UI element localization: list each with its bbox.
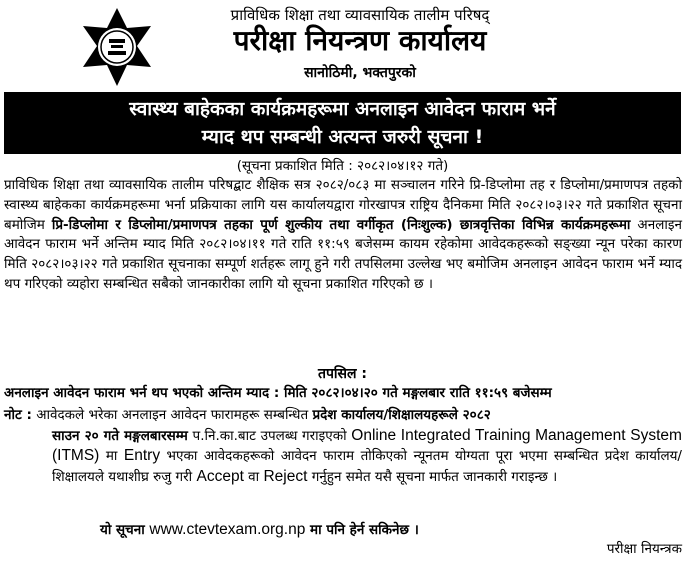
note-system-name: Online Integrated Training Management System (ITMS) [52, 426, 682, 465]
ctevt-emblem-icon [78, 6, 156, 88]
published-date: (सूचना प्रकाशित मिति : २०८२।०४।१२ गते) [236, 158, 449, 174]
signature-title: परीक्षा नियन्त्रक [606, 541, 682, 557]
office-location: सानोठिमी, भक्तपुरको [304, 65, 416, 81]
website-link[interactable]: www.ctevtexam.org.np [149, 521, 306, 538]
body-text-part2: अनलाइन आवेदन फाराम भर्ने अन्तिम म्याद मिति २०८२।०४।११ गते राति ११:५९ बजेसम्म कायम रहेकोमा आवेदकहरूको सङ्ख्या न्यून परेका कारण मिति २०८२।०३।२२ गते प्रकाशित सूचनाका सम्पूर्ण शर्तहरू लागू हुने गरी तपसिलमा उल्लेख भए बमोजिम अनलाइन आवेदन फाराम भर्ने म्याद थप गरिएको व्यहोरा सम्बन्धित सबैको जानकारीका लागि यो सूचना प्रकाशित गरिएको छ । [4, 216, 683, 292]
note-accept: Accept [196, 467, 244, 485]
note-text6: गर्नुहुन समेत यसै सूचना मार्फत जानकारी गराइन्छ । [307, 468, 558, 485]
notice-title-line2: म्याद थप सम्बन्धी अत्यन्त जरुरी सूचना ! [201, 126, 484, 148]
notice-header [0, 0, 685, 92]
office-name: परीक्षा नियन्त्रण कार्यालय [233, 24, 487, 57]
website-line [100, 520, 600, 540]
tapsil-heading: तपसिल : [318, 366, 367, 382]
website-prefix: यो सूचना [100, 522, 150, 538]
org-name: प्राविधिक शिक्षा तथा व्यावसायिक तालीम परिषद् [230, 6, 490, 24]
body-text-bold: प्रि-डिप्लोमा र डिप्लोमा/प्रमाणपत्र तहका पूर्ण शुल्कीय तथा वर्गीकृत (निःशुल्क) छात्रवृत्तिका विभिन्न कार्यक्रमहरूमा [51, 216, 631, 233]
note-label: नोट : [4, 407, 32, 423]
note-bold1: प्रदेश कार्यालय/शिक्षालयहरूले २०८२ [312, 407, 491, 423]
note-text2: प.नि.का.बाट उपलब्ध गराइएको [187, 427, 352, 444]
note-reject: Reject [263, 467, 308, 485]
website-suffix: मा पनि हेर्न सकिनेछ । [305, 522, 419, 538]
note-bold2: साउन २० गते मङ्गलबारसम्म [52, 427, 188, 444]
notice-body [4, 176, 682, 295]
note-text5: वा [243, 468, 264, 485]
notice-title-banner [4, 92, 681, 154]
note-section [4, 406, 682, 487]
body-text-part1: प्राविधिक शिक्षा तथा व्यावसायिक तालीम परिषद्बाट शैक्षिक सत्र २०८२/०८३ मा सञ्चालन गरिने प्रि-डिप्लोमा तह र डिप्लोमा/प्रमाणपत्र तहको स्वास्थ्य बाहेकका कार्यक्रमहरूमा भर्ना प्रक्रियाका लागि यस कार्यालयद्वारा गोरखापत्र राष्ट्रिय दैनिकमा मिति २०८२।०३।२२ गते प्रकाशित सूचना बमोजिम [4, 177, 682, 233]
note-entry: Entry [123, 447, 161, 465]
note-text4: भएका आवेदकहरूको आवेदन फाराम तोकिएको न्यूनतम योग्यता पूरा भएमा सम्बन्धित प्रदेश कार्यालय/शिक्षालयले यथाशीघ्र रुजु गरी [52, 448, 682, 485]
note-text3: मा [99, 448, 124, 465]
extended-deadline: अनलाइन आवेदन फाराम भर्न थप भएको अन्तिम म्याद : मिति २०८२।०४।२० गते मङ्गलबार राति ११:५९ बजेसम्म [4, 385, 552, 401]
note-text1: आवेदकले भरेका अनलाइन आवेदन फारामहरू सम्बन्धित [31, 407, 313, 423]
notice-title-line1: स्वास्थ्य बाहेकका कार्यक्रमहरूमा अनलाइन आवेदन फाराम भर्ने [129, 98, 556, 120]
